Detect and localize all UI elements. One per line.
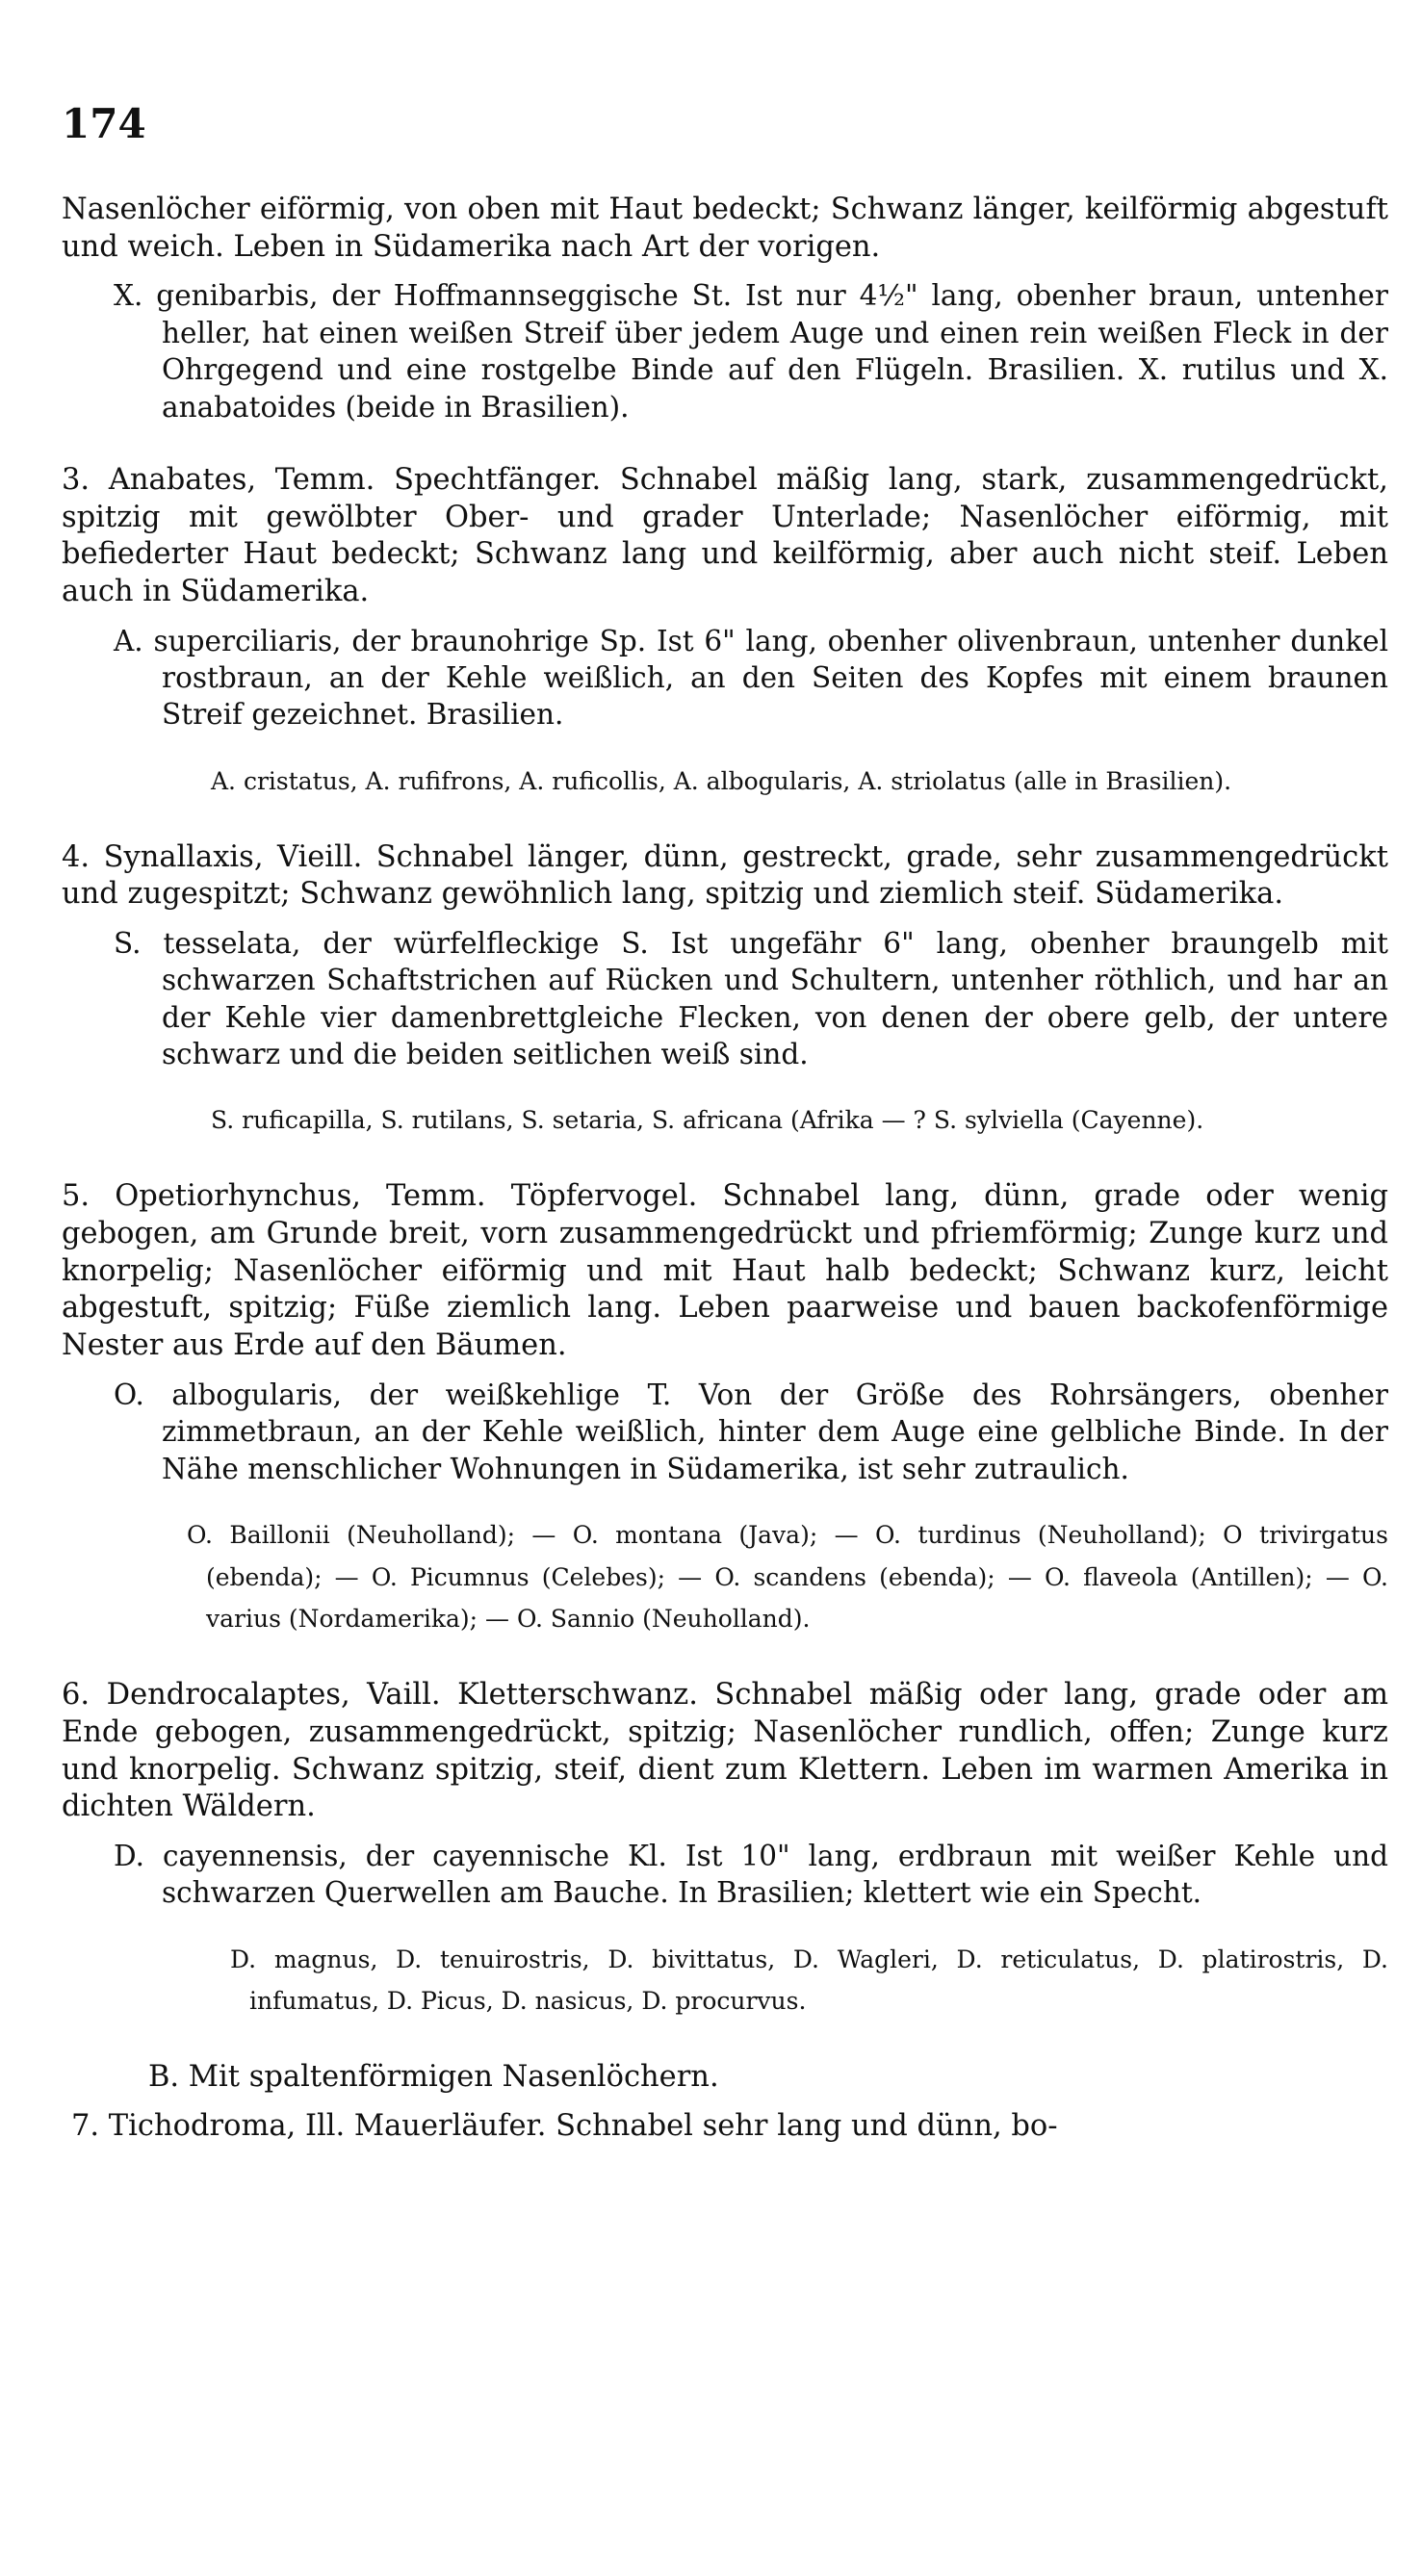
species-superciliaris: A. superciliaris, der braunohrige Sp. Ist 6" lang, obenher olivenbraun, untenher dunkel rostbraun, an der Kehle weißlich, an den Seiten des Kopfes mit einem braunen Streif gezeichnet. Brasilien. bbox=[114, 624, 1388, 732]
species-list-synallaxis: S. ruficapilla, S. rutilans, S. setaria, S. africana (Afrika — ? S. sylviella (Cayenne). bbox=[211, 1106, 1204, 1135]
species-list-opetiorhynchus: O. Baillonii (Neuholland); — O. montana (Java); — O. turdinus (Neuholland); O trivirgatus (ebenda); — O. Picumnus (Celebes); — O. scandens (ebenda); — O. flaveola (Antillen); — O. varius (Nordamerika); — O. Sannio (Neuholland). bbox=[187, 1520, 1388, 1634]
species-genibarbis: X. genibarbis, der Hoffmannseggische St. Ist nur 4½" lang, obenher braun, untenher heller, hat einen weißen Streif über jedem Auge und einen rein weißen Fleck in der Ohrgegend und eine rostgelbe Binde auf den Flügeln. Brasilien. X. rutilus und X. anabatoides (beide in Brasilien). bbox=[114, 279, 1388, 424]
genus-anabates: 3. Anabates, Temm. Spechtfänger. Schnabel mäßig lang, stark, zusammengedrückt, spitzig mit gewölbter Ober- und grader Unterlade; Nasenlöcher eiförmig, mit befiederter Haut bedeckt; Schwanz lang und keilförmig, aber auch nicht steif. Leben auch in Südamerika. bbox=[62, 462, 1388, 609]
genus-dendrocalaptes: 6. Dendrocalaptes, Vaill. Kletterschwanz. Schnabel mäßig oder lang, grade oder am Ende gebogen, zusammengedrückt, spitzig; Nasenlöcher rundlich, offen; Zunge kurz und knorpelig. Schwanz spitzig, steif, dient zum Klettern. Leben im warmen Amerika in dichten Wäldern. bbox=[62, 1678, 1388, 1824]
subsection-heading-b: B. Mit spaltenförmigen Nasenlöchern. bbox=[148, 2060, 719, 2095]
species-tesselata: S. tesselata, der würfelfleckige S. Ist ungefähr 6" lang, obenher braungelb mit schwarzen Schaftstrichen auf Rücken und Schultern, untenher röthlich, und har an der Kehle vier damenbrettgleiche Flecken, von denen der obere gelb, der untere schwarz und die beiden seitlichen weiß sind. bbox=[114, 927, 1388, 1071]
genus-tichodroma: 7. Tichodroma, Ill. Mauerläufer. Schnabel sehr lang und dünn, bo- bbox=[71, 2108, 1058, 2143]
genus-synallaxis: 4. Synallaxis, Vieill. Schnabel länger, dünn, gestreckt, grade, sehr zusammengedrückt und zugespitzt; Schwanz gewöhnlich lang, spitzig und ziemlich steif. Südamerika. bbox=[62, 839, 1388, 912]
species-list-anabates: A. cristatus, A. rufifrons, A. ruficollis, A. albogularis, A. striolatus (alle in Brasilien). bbox=[211, 766, 1232, 795]
species-cayennensis: D. cayennensis, der cayennische Kl. Ist 10" lang, erdbraun mit weißer Kehle und schwarzen Querwellen am Bauche. In Brasilien; klettert wie ein Specht. bbox=[114, 1840, 1388, 1910]
species-list-dendrocalaptes: D. magnus, D. tenuirostris, D. bivittatus, D. Wagleri, D. reticulatus, D. platirostris, D. infumatus, D. Picus, D. nasicus, D. procurvus. bbox=[230, 1945, 1388, 2016]
species-albogularis: O. albogularis, der weißkehlige T. Von der Größe des Rohrsängers, obenher zimmetbraun, an der Kehle weißlich, hinter dem Auge eine gelbliche Binde. In der Nähe menschlicher Wohnungen in Südamerika, ist sehr zutraulich. bbox=[114, 1378, 1388, 1485]
page-number: 174 bbox=[62, 100, 146, 147]
genus-opetiorhynchus: 5. Opetiorhynchus, Temm. Töpfervogel. Schnabel lang, dünn, grade oder wenig gebogen, am Grunde breit, vorn zusammengedrückt und pfriemförmig; Zunge kurz und knorpelig; Nasenlöcher eiförmig und mit Haut halb bedeckt; Schwanz kurz, leicht abgestuft, spitzig; Füße ziemlich lang. Leben paarweise und bauen backofenförmige Nester aus Erde auf den Bäumen. bbox=[62, 1179, 1388, 1363]
paragraph-continuation: Nasenlöcher eiförmig, von oben mit Haut bedeckt; Schwanz länger, keilförmig abgestuft und weich. Leben in Südamerika nach Art der vorigen. bbox=[62, 193, 1388, 264]
